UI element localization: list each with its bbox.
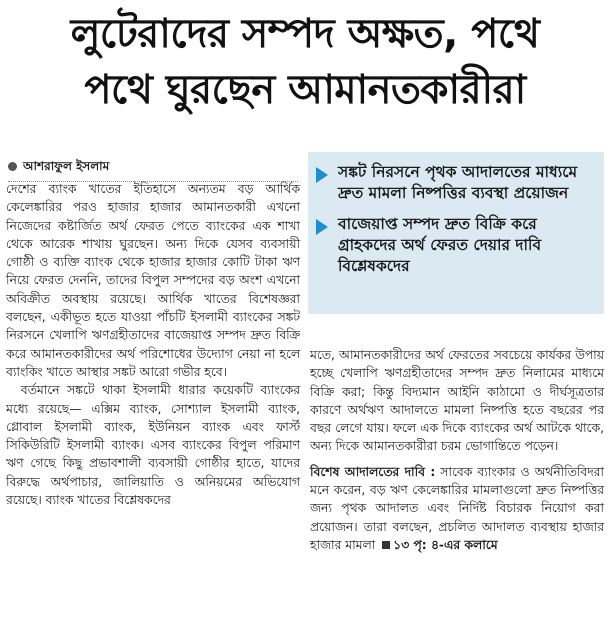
body-paragraph: দেশের ব্যাংক খাতের ইতিহাসে অন্যতম বড় আর্থিক কেলেঙ্কারির পরও হাজার হাজার আমানতকারী এখনো নিজেদের কষ্টার্জিত অর্থ ফেরত পেতে ব্যাংকের এক শাখা থেকে আরেক শাখায় ঘুরছেন। অন্য দিকে যেসব ব্যবসায়ী গোষ্ঠী ও ব্যক্তি ব্যাংক থেকে হাজার হাজার কোটি টাকা ঋণ নিয়ে ফেরত দেননি, তাদের বিপুল সম্পদের বড় অংশ এখনো অবিক্রীত অবস্থায় রয়েছে। আর্থিক খাতের বিশেষজ্ঞরা বলছেন, একীভূত হতে যাওয়া পাঁচটি ইসলামী ব্যাংকের সঙ্কট নিরসনে খেলাপি ঋণগ্রহীতাদের বাজেয়াপ্ত সম্পদ দ্রুত বিক্রি করে আমানতকারীদের অর্থ পরিশোধের উদ্যোগ নেয়া না হলে ব্যাংকিং খাতে আস্থার সঙ্কট আরো গভীর হবে। bbox=[6, 182, 300, 379]
body-paragraph: বর্তমানে সঙ্কটে থাকা ইসলামী ধারার কয়েকটি ব্যাংকের মধ্যে রয়েছে— এক্সিম ব্যাংক, সোশ্যাল ইসলামী ব্যাংক, গ্লোবাল ইসলামী ব্যাংক, ইউনিয়ন ব্যাংক এবং ফার্স্ট সিকিউরিটি ইসলামী ব্যাংক। এসব ব্যাংকের বিপুল পরিমাণ ঋণ গেছে কিছু প্রভাবশালী ব্যবসায়ী গোষ্ঠীর হাতে, যাদের বিরুদ্ধে অর্থপাচার, জালিয়াতি ও অনিয়মের অভিযোগ রয়েছে। ব্যাংক খাতের বিশ্লেষকদের bbox=[6, 383, 300, 508]
highlight-item bbox=[314, 162, 596, 204]
article-column-left bbox=[6, 180, 300, 509]
headline-line-1: লুটেরাদের সম্পদ অক্ষত, পথে bbox=[70, 11, 540, 57]
article-column-right bbox=[310, 346, 604, 554]
body-text: সাবেক ব্যাংকার ও অর্থনীতিবিদরা মনে করেন, বড় ঋণ কেলেঙ্কারির মামলাগুলো দ্রুত নিষ্পত্তির জন্য পৃথক আদালত এবং নির্দিষ্ট বিচারক নিয়োগ করা প্রয়োজন। তারা বলছেন, প্রচলিত আদালত ব্যবস্থায় হাজার হাজার মামলা bbox=[310, 464, 604, 552]
highlight-item bbox=[314, 214, 596, 277]
continued-on-page: ১৩ পৃ: ৪-এর কলামে bbox=[393, 537, 498, 552]
arrow-right-icon bbox=[316, 167, 328, 183]
arrow-right-icon bbox=[316, 219, 328, 235]
byline bbox=[8, 158, 298, 182]
author-name: আশরাফুল ইসলাম bbox=[23, 159, 110, 173]
headline bbox=[0, 6, 610, 118]
headline-line-2: পথে ঘুরছেন আমানতকারীরা bbox=[84, 67, 526, 113]
highlight-box bbox=[308, 152, 604, 314]
subheading: বিশেষ আদালতের দাবি : bbox=[310, 464, 436, 479]
square-bullet-icon bbox=[382, 541, 390, 549]
body-paragraph bbox=[310, 463, 604, 554]
body-paragraph: মতে, আমানতকারীদের অর্থ ফেরতের সবচেয়ে কার্যকর উপায় হচ্ছে খেলাপি ঋণগ্রহীতাদের সম্পদ দ্রুত নিলামের মাধ্যমে বিক্রি করা; কিন্তু বিদ্যমান আইনি কাঠামো ও দীর্ঘসূত্রতার কারণে অর্থঋণ আদালতে মামলা নিষ্পত্তি হতে বছরের পর বছর লেগে যায়। ফলে এক দিকে ব্যাংকের অর্থ আটকে থাকে, অন্য দিকে আমানতকারীরা চরম ভোগান্তিতে পড়েন। bbox=[310, 348, 604, 454]
highlight-text: সঙ্কট নিরসনে পৃথক আদালতের মাধ্যমে দ্রুত মামলা নিষ্পত্তির ব্যবস্থা প্রয়োজন bbox=[338, 163, 578, 202]
bullet-icon bbox=[8, 162, 17, 171]
highlight-text: বাজেয়াপ্ত সম্পদ দ্রুত বিক্রি করে গ্রাহকদের অর্থ ফেরত দেয়ার দাবি বিশ্লেষকদের bbox=[338, 215, 542, 275]
